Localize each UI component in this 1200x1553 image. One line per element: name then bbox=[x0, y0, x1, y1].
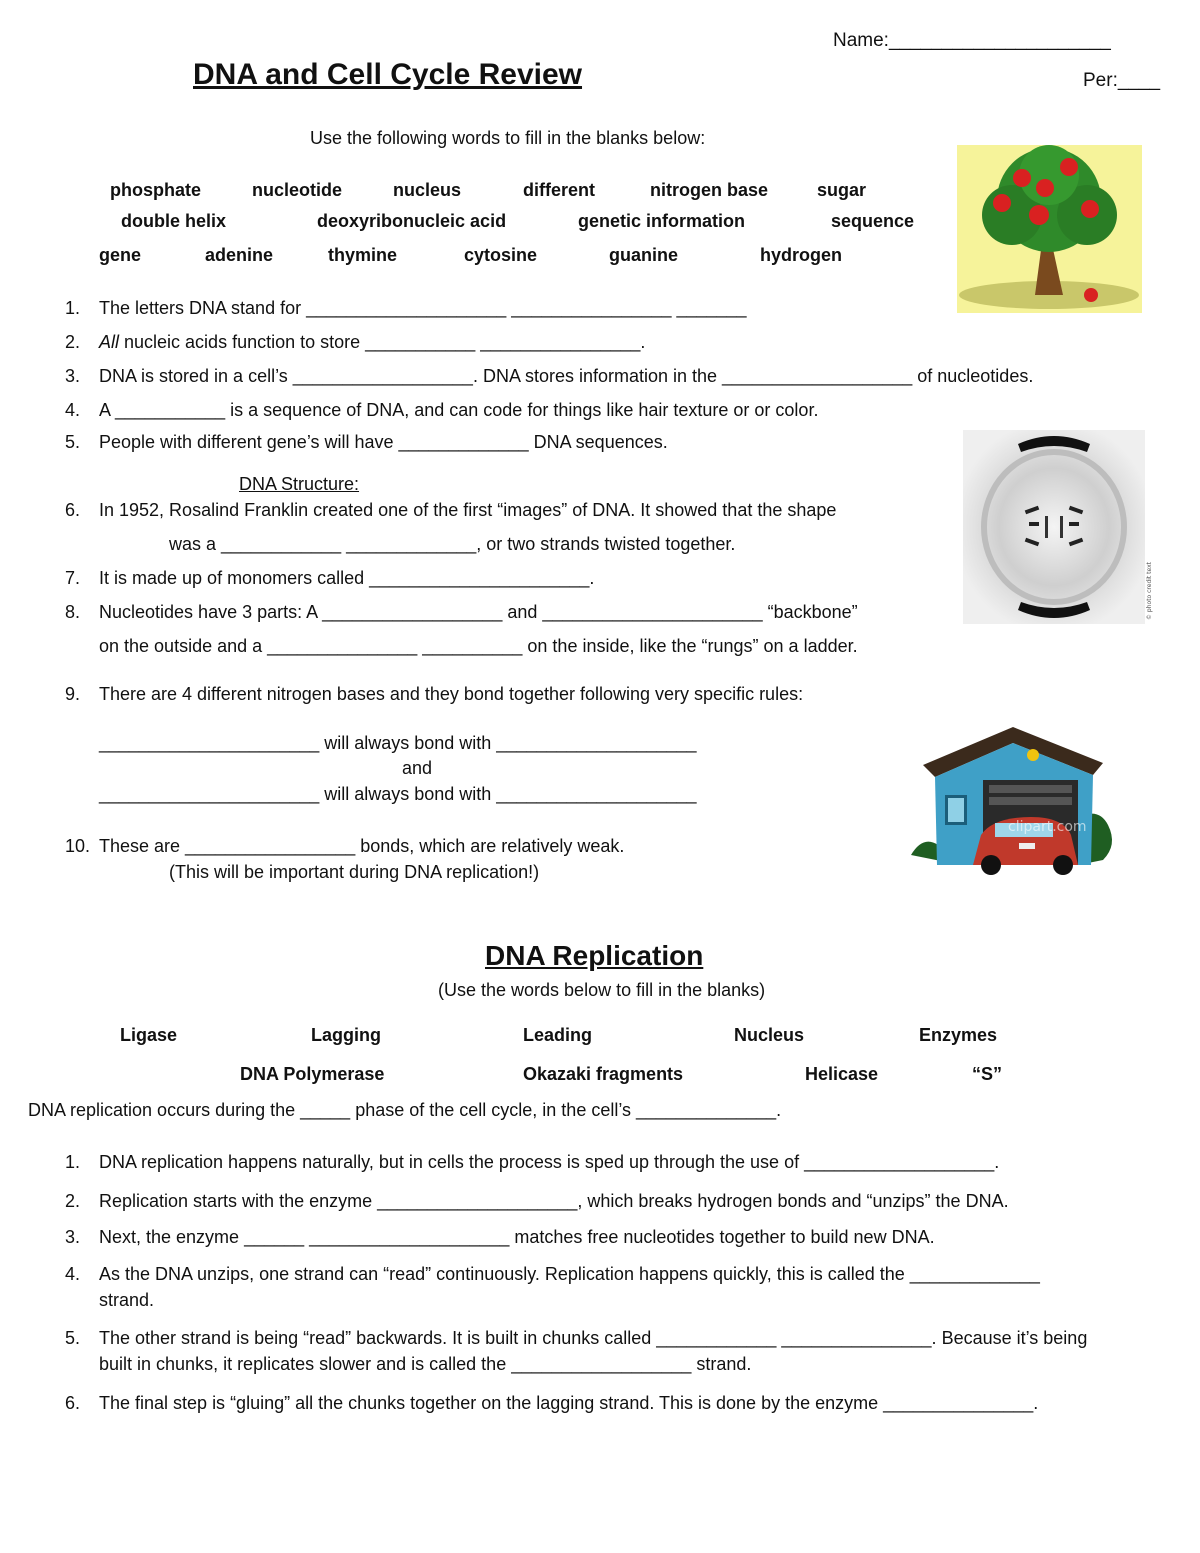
word-bank-item: Helicase bbox=[805, 1064, 879, 1084]
base-pair-rule-1: ______________________ will always bond with ____________________ bbox=[99, 733, 697, 753]
question-10-note: (This will be important during DNA replication!) bbox=[169, 862, 540, 882]
word-bank-item: sequence bbox=[831, 211, 915, 231]
dna-replication-title: DNA Replication bbox=[485, 940, 704, 971]
word-bank-item: deoxyribonucleic acid bbox=[317, 211, 507, 231]
word-bank-item: Ligase bbox=[120, 1025, 178, 1045]
replication-question-4-line2: strand. bbox=[99, 1290, 155, 1310]
word-bank-item: Lagging bbox=[311, 1025, 381, 1045]
replication-question-3: Next, the enzyme ______ ____________________ matches free nucleotides together to build new DNA. bbox=[99, 1227, 935, 1247]
question-number: 4. bbox=[64, 1264, 80, 1284]
base-pair-rule-and: and bbox=[402, 758, 433, 778]
word-bank-item: different bbox=[523, 180, 595, 200]
question-number: 7. bbox=[64, 568, 80, 588]
replication-question-6: The final step is “gluing” all the chunks together on the lagging strand. This is done by the enzyme _______________. bbox=[99, 1393, 1039, 1413]
word-bank-item: double helix bbox=[121, 211, 227, 231]
word-bank-item: Okazaki fragments bbox=[523, 1064, 684, 1084]
question-4: A ___________ is a sequence of DNA, and can code for things like hair texture or or color. bbox=[99, 400, 819, 420]
word-bank-item: “S” bbox=[972, 1064, 1003, 1084]
replication-question-2: Replication starts with the enzyme ____________________, which breaks hydrogen bonds and “unzips” the DNA. bbox=[99, 1191, 1009, 1211]
word-bank-item: DNA Polymerase bbox=[240, 1064, 385, 1084]
question-number: 5. bbox=[64, 432, 80, 452]
word-bank-item: Leading bbox=[523, 1025, 593, 1045]
question-number: 1. bbox=[64, 298, 80, 318]
replication-question-4-line1: As the DNA unzips, one strand can “read” continuously. Replication happens quickly, this is called the _____________ bbox=[99, 1264, 1040, 1284]
question-number: 3. bbox=[64, 366, 80, 386]
question-6-line1: In 1952, Rosalind Franklin created one of the first “images” of DNA. It showed that the shape bbox=[99, 500, 837, 520]
word-bank-item: thymine bbox=[328, 245, 398, 265]
question-6-line2: was a ____________ _____________, or two strands twisted together. bbox=[169, 534, 736, 554]
question-number: 3. bbox=[64, 1227, 80, 1247]
dna-xray-photo bbox=[963, 430, 1153, 624]
word-bank-item: Enzymes bbox=[919, 1025, 998, 1045]
word-bank-instructions: Use the following words to fill in the blanks below: bbox=[310, 128, 706, 148]
question-5: People with different gene’s will have _____________ DNA sequences. bbox=[99, 432, 668, 452]
word-bank-item: gene bbox=[99, 245, 142, 265]
question-number: 8. bbox=[64, 602, 80, 622]
base-pair-rule-2: ______________________ will always bond with ____________________ bbox=[99, 784, 697, 804]
name-field-label: Name:_____________________ bbox=[833, 30, 1111, 51]
question-number: 2. bbox=[64, 1191, 80, 1211]
question-2-text: nucleic acids function to store ___________ ________________. bbox=[119, 332, 646, 352]
question-3: DNA is stored in a cell’s __________________. DNA stores information in the ___________________ of nucleotides. bbox=[99, 366, 1034, 386]
replication-question-5-line1: The other strand is being “read” backwards. It is built in chunks called ____________ _______________. Because it’s being bbox=[99, 1328, 1088, 1348]
question-number: 9. bbox=[64, 684, 80, 704]
dna-replication-subtitle: (Use the words below to fill in the blanks) bbox=[438, 980, 766, 1000]
replication-question-5-line2: built in chunks, it replicates slower and is called the __________________ strand. bbox=[99, 1354, 752, 1374]
question-9: There are 4 different nitrogen bases and they bond together following very specific rules: bbox=[99, 684, 804, 704]
word-bank-item: cytosine bbox=[464, 245, 538, 265]
question-number: 6. bbox=[64, 500, 80, 520]
xray-photo-credit: © photo credit text bbox=[1146, 561, 1153, 620]
word-bank-item: nitrogen base bbox=[650, 180, 769, 200]
replication-intro: DNA replication occurs during the _____ phase of the cell cycle, in the cell’s ______________. bbox=[28, 1100, 782, 1120]
clipart-watermark: clipart.com bbox=[1008, 819, 1087, 835]
question-number: 2. bbox=[64, 332, 80, 352]
dna-structure-heading: DNA Structure: bbox=[239, 474, 360, 494]
question-7: It is made up of monomers called ______________________. bbox=[99, 568, 595, 588]
word-bank-item: phosphate bbox=[110, 180, 202, 200]
question-number: 5. bbox=[64, 1328, 80, 1348]
question-number: 4. bbox=[64, 400, 80, 420]
question-8-line2: on the outside and a _______________ __________ on the inside, like the “rungs” on a ladder. bbox=[99, 636, 858, 656]
word-bank-item: nucleus bbox=[393, 180, 462, 200]
question-1: The letters DNA stand for ____________________ ________________ _______ bbox=[99, 298, 747, 318]
question-2 bbox=[99, 332, 645, 353]
question-10: These are _________________ bonds, which are relatively weak. bbox=[99, 836, 625, 856]
word-bank-item: hydrogen bbox=[760, 245, 843, 265]
garage-clipart bbox=[903, 725, 1118, 885]
word-bank-item: genetic information bbox=[578, 211, 746, 231]
word-bank-item: adenine bbox=[205, 245, 274, 265]
apple-tree-image bbox=[957, 145, 1142, 313]
question-number: 1. bbox=[64, 1152, 80, 1172]
period-field-label: Per:____ bbox=[1083, 70, 1161, 91]
question-2-emphasis: All bbox=[99, 332, 120, 352]
word-bank-item: guanine bbox=[609, 245, 679, 265]
replication-question-1: DNA replication happens naturally, but in cells the process is sped up through the use of ___________________. bbox=[99, 1152, 1000, 1172]
word-bank-item: Nucleus bbox=[734, 1025, 805, 1045]
page-title: DNA and Cell Cycle Review bbox=[193, 58, 583, 91]
word-bank-item: sugar bbox=[817, 180, 867, 200]
question-number: 6. bbox=[64, 1393, 80, 1413]
question-8-line1: Nucleotides have 3 parts: A __________________ and ______________________ “backbone” bbox=[99, 602, 858, 622]
word-bank-item: nucleotide bbox=[252, 180, 343, 200]
question-number: 10. bbox=[64, 836, 90, 856]
